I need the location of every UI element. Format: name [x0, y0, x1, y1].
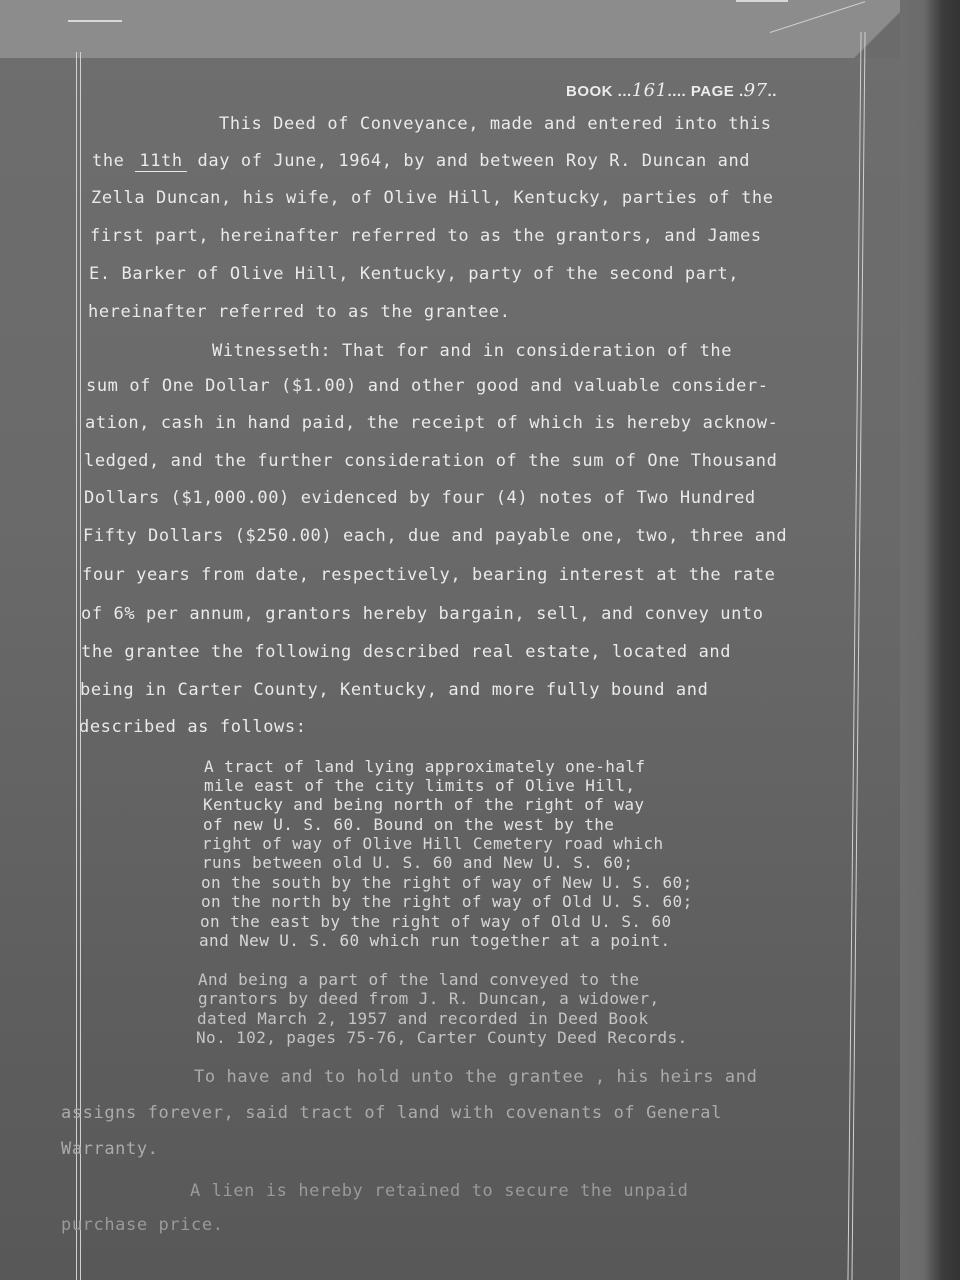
deed-line: [92, 151, 750, 172]
margin-mark: [68, 20, 122, 22]
left-border-rule: [80, 52, 81, 1280]
deed-day-field: 11th: [135, 151, 186, 172]
tract-line: runs between old U. S. 60 and New U. S. 60;: [202, 853, 634, 872]
book-number: 161: [631, 80, 668, 101]
deed-line: This Deed of Conveyance, made and entered into this: [219, 114, 772, 134]
deed-line: of 6% per annum, grantors hereby bargain, sell, and convey unto: [81, 604, 764, 624]
page-label: PAGE: [690, 83, 735, 100]
deed-line: Dollars ($1,000.00) evidenced by four (4) notes of Two Hundred: [84, 488, 756, 508]
book-page-stamp: BOOK ...161.... PAGE .97..: [566, 80, 777, 101]
tract-line: right of way of Olive Hill Cemetery road which: [202, 834, 664, 853]
right-border-rule: [847, 32, 861, 1280]
deed-line: ledged, and the further consideration of the sum of One Thousand: [84, 451, 778, 471]
deed-line: the grantee the following described real estate, located and: [81, 642, 732, 662]
deed-line: Warranty.: [61, 1139, 159, 1159]
source-line: And being a part of the land conveyed to the: [198, 970, 640, 989]
deed-line: purchase price.: [61, 1215, 224, 1235]
deed-line: being in Carter County, Kentucky, and more fully bound and: [80, 680, 709, 700]
book-label: BOOK: [566, 83, 613, 100]
deed-line: first part, hereinafter referred to as the grantors, and James: [90, 226, 762, 246]
deed-line: E. Barker of Olive Hill, Kentucky, party of the second part,: [89, 264, 740, 284]
deed-line: Fifty Dollars ($250.00) each, due and payable one, two, three and: [83, 526, 788, 546]
tract-line: of new U. S. 60. Bound on the west by the: [203, 815, 615, 834]
deed-line: described as follows:: [79, 717, 307, 737]
source-line: grantors by deed from J. R. Duncan, a widower,: [198, 989, 660, 1008]
page-number: 97: [743, 80, 768, 101]
tract-line: and New U. S. 60 which run together at a point.: [199, 931, 671, 950]
deed-line: sum of One Dollar ($1.00) and other good and valuable consider-: [86, 376, 769, 396]
source-line: dated March 2, 1957 and recorded in Deed Book: [197, 1009, 649, 1028]
tract-line: on the south by the right of way of New U. S. 60;: [201, 873, 693, 892]
left-border-rule: [76, 52, 77, 1280]
source-line: No. 102, pages 75-76, Carter County Deed Records.: [196, 1028, 688, 1047]
tract-line: on the north by the right of way of Old U. S. 60;: [201, 892, 693, 911]
tract-line: on the east by the right of way of Old U. S. 60: [200, 912, 672, 931]
deed-text: day of June, 1964, by and between Roy R. Duncan and: [197, 151, 751, 171]
tract-line: A tract of land lying approximately one-half: [204, 757, 646, 776]
margin-mark: [736, 0, 788, 2]
deed-line: assigns forever, said tract of land with covenants of General: [61, 1103, 722, 1123]
deed-line: To have and to hold unto the grantee , his heirs and: [194, 1067, 758, 1087]
deed-line: Zella Duncan, his wife, of Olive Hill, Kentucky, parties of the: [91, 188, 774, 208]
tract-line: mile east of the city limits of Olive Hill,: [204, 776, 636, 795]
deed-line: four years from date, respectively, bearing interest at the rate: [82, 565, 776, 585]
tract-line: Kentucky and being north of the right of way: [203, 795, 645, 814]
deed-line: ation, cash in hand paid, the receipt of which is hereby acknow-: [85, 413, 779, 433]
deed-line: A lien is hereby retained to secure the unpaid: [190, 1181, 689, 1201]
page-edge: [900, 0, 960, 1280]
deed-line: hereinafter referred to as the grantee.: [88, 302, 511, 322]
deed-text: the: [92, 151, 125, 171]
deed-line: Witnesseth: That for and in consideration of the: [212, 341, 733, 361]
